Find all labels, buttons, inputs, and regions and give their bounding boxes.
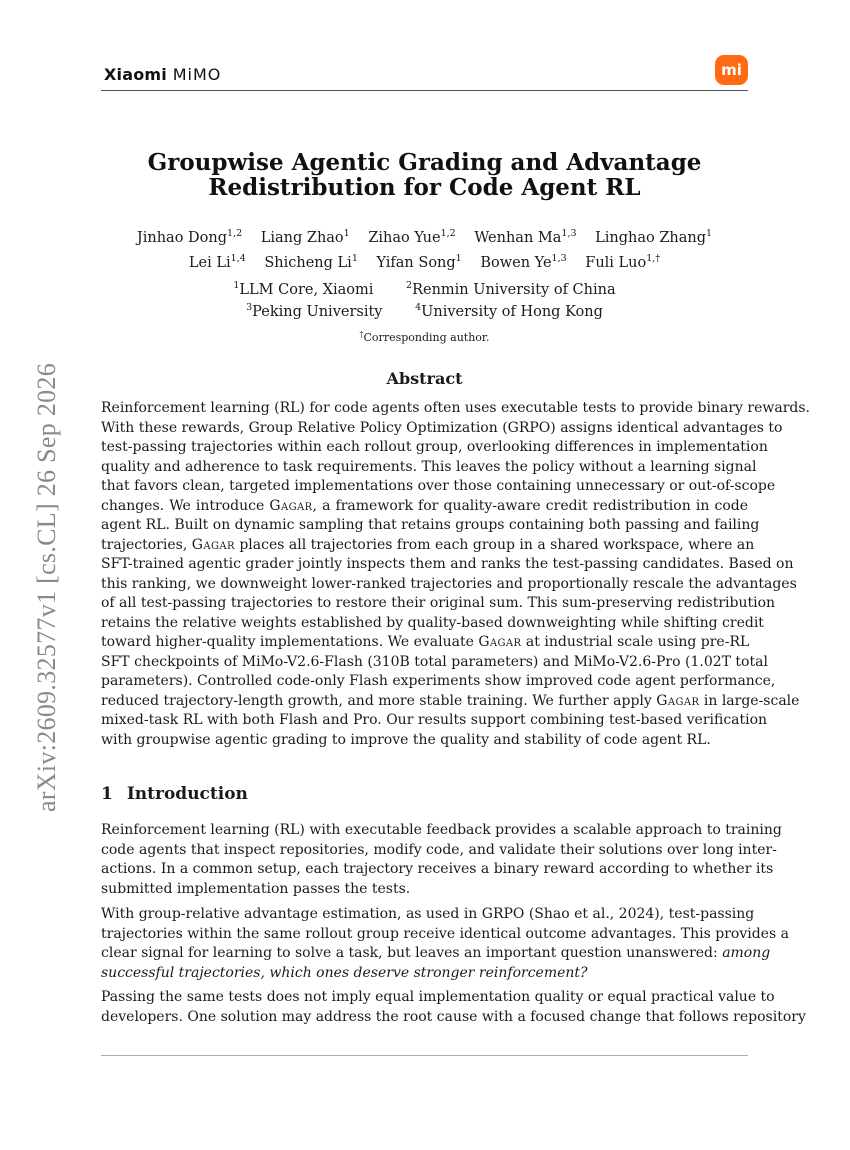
paper-title: [101, 150, 748, 200]
title-line-2: Redistribution for Code Agent RL: [208, 174, 641, 201]
abstract-line: with groupwise agentic grading to improve the quality and stability of code agent RL.: [101, 731, 711, 748]
abstract-line: quality and adherence to task requirements. This leaves the policy without a learning signal: [101, 458, 757, 475]
abstract-line: that favors clean, targeted implementations over those containing unnecessary or out-of-scope: [101, 478, 776, 494]
abstract-heading: Abstract: [386, 369, 463, 388]
author: Liang Zhao$^1$: [260, 228, 350, 246]
arxiv-stamp: arXiv:2609.32577v1 [cs.CL] 26 Sep 2026: [32, 362, 61, 812]
abstract-line: test-passing trajectories within each rollout group, overlooking differences in implementation: [101, 439, 768, 455]
corresponding-author-note: †Corresponding author.: [359, 330, 490, 344]
affiliations: [101, 279, 748, 323]
page-header: [101, 55, 748, 91]
author: Bowen Ye$^{1,3}$: [480, 253, 567, 271]
author: Yifan Song$^1$: [376, 253, 462, 271]
xiaomi-logo-icon: mi: [715, 55, 748, 85]
author: Jinhao Dong$^{1,2}$: [136, 228, 243, 246]
intro-paragraph-3: Passing the same tests does not imply equal implementation quality or equal practical value to developers. One solution may address the root cause with a focused change that follows repository: [101, 989, 806, 1025]
brand-logo-text: [104, 65, 221, 84]
abstract-line: SFT-trained agentic grader jointly inspects them and ranks the test-passing candidates. Based on: [101, 556, 794, 572]
method-name: Gagar: [656, 692, 700, 709]
abstract-line: changes. We introduce Gagar, a framework for quality-aware credit redistribution in code: [101, 497, 748, 514]
method-name: Gagar: [269, 497, 313, 514]
author: Wenhan Ma$^{1,3}$: [474, 228, 577, 246]
affiliation: $^3$Peking University: [246, 302, 383, 320]
author: Linghao Zhang$^1$: [595, 228, 713, 246]
abstract-line: parameters). Controlled code-only Flash experiments show improved code agent performance,: [101, 673, 776, 689]
affiliation: $^1$LLM Core, Xiaomi: [233, 280, 374, 298]
affiliation-row-1: [101, 279, 748, 301]
author: Shicheng Li$^1$: [264, 253, 358, 271]
abstract-line: retains the relative weights established by quality-based downweighting while shifting credit: [101, 614, 764, 631]
brand-sub: MiMO: [172, 65, 222, 84]
section-title: Introduction: [126, 784, 248, 804]
author-row-1: [101, 226, 748, 251]
abstract-line: With these rewards, Group Relative Policy Optimization (GRPO) assigns identical advantages to: [101, 419, 783, 436]
footer-rule: [101, 1055, 748, 1056]
author: Fuli Luo$^{1,\dagger}$: [585, 253, 661, 271]
intro-paragraph-1: Reinforcement learning (RL) with executable feedback provides a scalable approach to training code agents that inspect repositories, modify code, and validate their solutions over long inter- actions. In a common setup, each trajectory receives a binary reward according to whether its submitted implementation passes the tests.: [101, 822, 782, 897]
affiliation: $^4$University of Hong Kong: [415, 302, 603, 320]
abstract-line: of all test-passing trajectories to restore their original sum. This sum-preserving redistribution: [101, 595, 776, 611]
author-list: [101, 226, 748, 276]
affiliation-row-2: [101, 301, 748, 323]
intro-paragraph-2: With group-relative advantage estimation, as used in GRPO (Shao et al., 2024), test-passing trajectories within the same rollout group receive identical outcome advantages. This provides a clear signal for learning to solve a task, but leaves an important question unanswered: among successful trajectories, which ones deserve stronger reinforcement?: [101, 906, 789, 981]
author: Zihao Yue$^{1,2}$: [368, 228, 456, 246]
method-name: Gagar: [191, 536, 235, 553]
abstract-line: reduced trajectory-length growth, and more stable training. We further apply Gagar in large-scale: [101, 692, 800, 709]
method-name: Gagar: [478, 634, 522, 650]
abstract-line: Reinforcement learning (RL) for code agents often uses executable tests to provide binary rewards.: [101, 400, 810, 416]
abstract-line: this ranking, we downweight lower-ranked trajectories and proportionally rescale the advantages: [101, 575, 797, 592]
affiliation: $^2$Renmin University of China: [406, 280, 616, 298]
title-line-1: Groupwise Agentic Grading and Advantage: [147, 149, 702, 176]
abstract-line: mixed-task RL with both Flash and Pro. Our results support combining test-based verification: [101, 712, 768, 728]
author-row-2: [101, 251, 748, 276]
author: Lei Li$^{1,4}$: [188, 253, 246, 271]
brand-name: Xiaomi: [104, 65, 167, 84]
abstract-line: agent RL. Built on dynamic sampling that retains groups containing both passing and failing: [101, 517, 760, 533]
abstract-line: toward higher-quality implementations. We evaluate Gagar at industrial scale using pre-RL: [101, 634, 750, 650]
abstract-body: [101, 399, 810, 750]
abstract-line: trajectories, Gagar places all trajectories from each group in a shared workspace, where an: [101, 536, 755, 553]
section-number: 1: [101, 784, 113, 804]
section-heading-introduction: [101, 784, 248, 804]
abstract-line: SFT checkpoints of MiMo-V2.6-Flash (310B total parameters) and MiMo-V2.6-Pro (1.02T total: [101, 653, 768, 670]
